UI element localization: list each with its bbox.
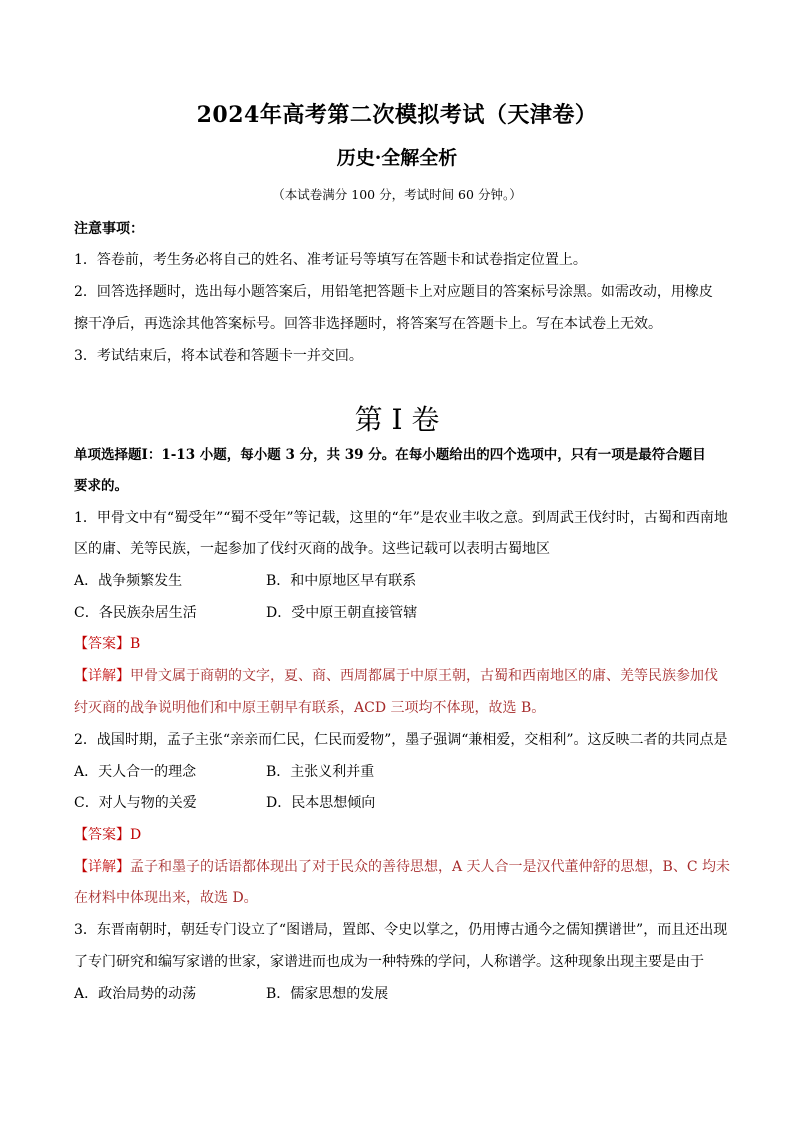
notice-heading: 注意事项： — [74, 221, 144, 237]
notice-item: 3．考试结束后，将本试卷和答题卡一并交回。 — [74, 348, 363, 364]
option-b: B．主张义利并重 — [266, 764, 375, 780]
detail-tag: 【详解】 — [74, 668, 130, 684]
question-stem: 3．东晋南朝时，朝廷专门设立了“图谱局，置郎、令史以掌之，仍用博古通今之儒知撰谱世”，而且还出现 — [74, 922, 728, 938]
detail-body: 孟子和墨子的话语都体现出了对于民众的善待思想，A 天人合一是汉代董仲舒的思想，B、C 均未 — [130, 859, 731, 875]
question-stem: 区的庸、羌等民族，一起参加了伐纣灭商的战争。这些记载可以表明古蜀地区 — [74, 541, 550, 557]
page-title: 2024年高考第二次模拟考试（天津卷） — [196, 102, 598, 128]
option-a: A．天人合一的理念 — [74, 764, 197, 780]
question-stem: 了专门研究和编写家谱的世家，家谱进而也成为一种特殊的学问，人称谱学。这种现象出现主要是由于 — [74, 954, 704, 970]
option-b: B．儒家思想的发展 — [266, 986, 389, 1002]
option-a: A．战争频繁发生 — [74, 573, 183, 589]
option-c: C．各民族杂居生活 — [74, 605, 197, 621]
section-instructions: 单项选择题Ⅰ：1-13 小题，每小题 3 分，共 39 分。在每小题给出的四个选项中，只有一项是最符合题目 — [74, 447, 706, 463]
detail-body: 甲骨文属于商朝的文字，夏、商、西周都属于中原王朝，古蜀和西南地区的庸、羌等民族参加伐 — [130, 668, 718, 684]
page-subtitle: 历史·全解全析 — [336, 147, 458, 169]
option-b: B．和中原地区早有联系 — [266, 573, 417, 589]
exam-info: （本试卷满分 100 分，考试时间 60 分钟。） — [272, 187, 522, 202]
detail-text: 纣灭商的战争说明他们和中原王朝早有联系，ACD 三项均不体现，故选 B。 — [74, 700, 546, 716]
question-stem: 2．战国时期，孟子主张“亲亲而仁民，仁民而爱物”，墨子强调“兼相爱，交相利”。这反映二者的共同点是 — [74, 732, 728, 748]
detail-text — [74, 666, 734, 686]
option-a: A．政治局势的动荡 — [74, 986, 197, 1002]
option-d: D．民本思想倾向 — [266, 795, 376, 811]
answer-label: 【答案】D — [74, 827, 142, 843]
notice-item: 擦干净后，再选涂其他答案标号。回答非选择题时，将答案写在答题卡上。写在本试卷上无效。 — [74, 316, 662, 332]
detail-text — [74, 857, 734, 877]
answer-label: 【答案】B — [74, 636, 141, 652]
option-c: C．对人与物的关爱 — [74, 795, 197, 811]
option-d: D．受中原王朝直接管辖 — [266, 605, 418, 621]
notice-item: 1．答卷前，考生务必将自己的姓名、准考证号等填写在答题卡和试卷指定位置上。 — [74, 252, 587, 268]
notice-item: 2．回答选择题时，选出每小题答案后，用铅笔把答题卡上对应题目的答案标号涂黑。如需改动，用橡皮 — [74, 284, 713, 300]
detail-tag: 【详解】 — [74, 859, 130, 875]
section-title: 第 I 卷 — [354, 403, 440, 436]
detail-text: 在材料中体现出来，故选 D。 — [74, 890, 258, 906]
question-stem: 1．甲骨文中有“蜀受年”“蜀不受年”等记载，这里的“年”是农业丰收之意。到周武王伐纣时，古蜀和西南地 — [74, 510, 728, 526]
section-instructions: 要求的。 — [74, 478, 128, 494]
